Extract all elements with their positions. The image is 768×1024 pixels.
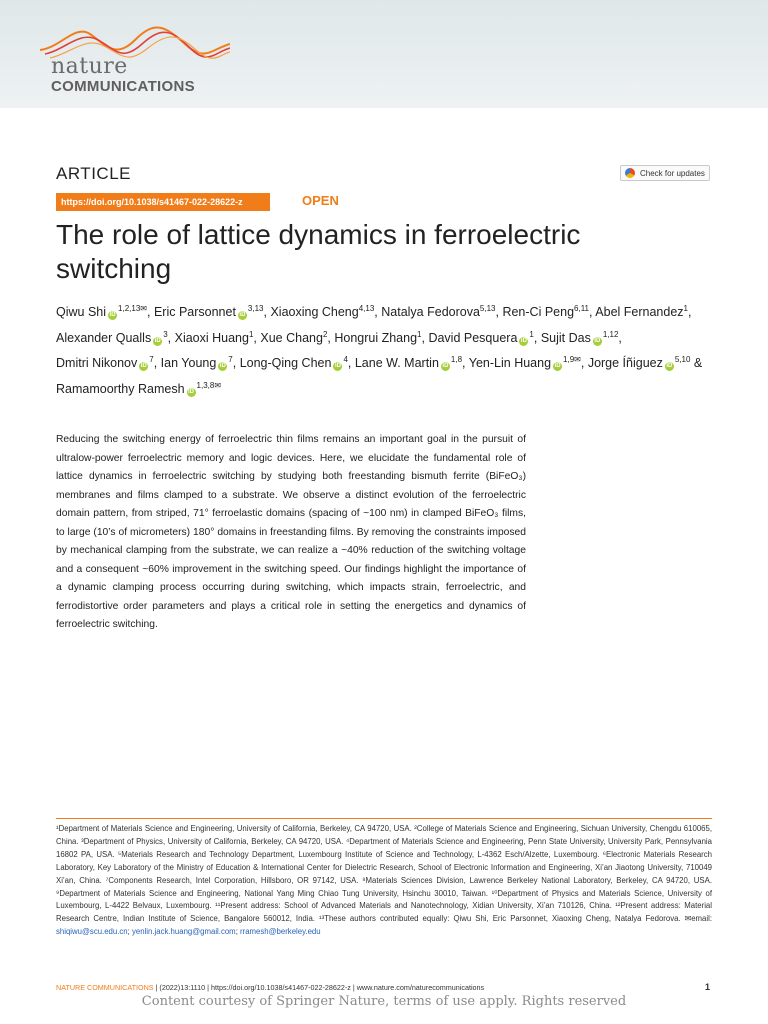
email-icon[interactable]: ✉	[574, 355, 581, 365]
author-affiliation: 5,13	[479, 304, 496, 313]
author-12[interactable]	[56, 356, 154, 370]
author-affiliation: 1	[417, 329, 422, 339]
footer-citation: | (2022)13:1110 | https://doi.org/10.1038/s41467-022-28622-z | www.nature.com/naturecommunications	[153, 983, 485, 992]
affiliations-divider	[56, 818, 712, 819]
author-name: Xiaoxi Huang	[174, 330, 249, 345]
journal-logo-nature: nature	[51, 54, 128, 79]
author-affiliation: 7	[149, 355, 154, 365]
author-15[interactable]	[355, 356, 462, 370]
author-name: Natalya Fedorova	[381, 305, 480, 320]
orcid-icon[interactable]: iD	[219, 363, 226, 370]
author-name: Abel Fernandez	[595, 305, 684, 320]
author-affiliation: 1,3,8	[196, 380, 215, 390]
email-link-shi[interactable]: shiqiwu@scu.edu.cn	[56, 927, 128, 937]
author-name: Hongrui Zhang	[334, 330, 418, 345]
orcid-icon[interactable]: iD	[334, 363, 341, 370]
author-affiliation: 3	[163, 329, 168, 339]
author-18[interactable]	[56, 382, 221, 396]
author-4[interactable]	[502, 305, 589, 319]
author-affiliation: 1	[529, 329, 534, 339]
author-name: Lane W. Martin	[354, 356, 439, 371]
email-link-huang[interactable]: yenlin.jack.huang@gmail.com	[131, 927, 236, 937]
open-access-label: OPEN	[302, 193, 339, 208]
orcid-icon[interactable]: iD	[239, 312, 246, 319]
orcid-icon[interactable]: iD	[109, 312, 116, 319]
email-icon[interactable]: ✉	[214, 380, 222, 390]
orcid-icon[interactable]: iD	[154, 337, 161, 344]
author-name: Xue Chang	[260, 330, 323, 345]
author-affiliation: 1,12	[602, 329, 619, 339]
author-name: Ramamoorthy Ramesh	[56, 382, 185, 397]
author-affiliation: 1,9	[563, 355, 575, 365]
author-name: Jorge Íñiguez	[587, 356, 663, 371]
footer-journal-name: NATURE COMMUNICATIONS	[56, 983, 154, 992]
check-for-updates-label: Check for updates	[640, 168, 705, 178]
orcid-icon[interactable]: iD	[188, 389, 195, 396]
author-16[interactable]	[469, 356, 581, 370]
author-9[interactable]	[334, 331, 421, 345]
article-type-label: ARTICLE	[56, 164, 131, 183]
email-icon[interactable]: ✉	[140, 304, 147, 313]
author-affiliation: 1,8	[450, 355, 463, 365]
affiliations: ¹Department of Materials Science and Engineering, University of California, Berkeley, CA 94720, USA. ²College of Materials Science and Engineering, Sichuan University, Chengdu 610065, China. ³Department of Physics, University of California, Berkeley, CA 94720, USA. ⁴Department of Materials Science and Engineering, Penn State University, University Park, Pennsylvania 16802 PA, USA. ⁵Materials Research and Technology Department, Luxembourg Institute of Science and Technology, L-4362 Esch/Alzette, Luxembourg. ⁶Electronic Materials Research Laboratory, Key Laboratory of the Ministry of Education & International Center for Dielectric Research, School of Electronic Information and Engineering, Xi’an Jiaotong University, 710049 Xi’an, China. ⁷Components Research, Intel Corporation, Hillsboro, OR 97142, USA. ⁸Materials Sciences Division, Lawrence Berkeley National Laboratory, Berkeley, CA 94720, USA. ⁹Department of Materials Science and Engineering, National Yang Ming Chiao Tung University, Hsinchu 30010, Taiwan. ¹⁰Department of Physics and Materials Science, University of Luxembourg, L-4422 Belvaux, Luxembourg. ¹¹Present address: School of Advanced Materials and Nanotechnology, Xidian University, Xi’an 710126, China. ¹²Present address: Material Research Centre, Indian Institute of Science, Bangalore 560012, India. ¹³These authors contributed equally: Qiwu Shi, Eric Parsonnet, Xiaoxing Cheng, Natalya Fedorova. ✉email: shiqiwu@scu.edu.cn; yenlin.jack.huang@gmail.com; rramesh@berkeley.edu	[56, 824, 712, 937]
author-7[interactable]	[175, 331, 254, 345]
author-13[interactable]	[161, 356, 233, 370]
author-5[interactable]	[595, 305, 688, 319]
author-2[interactable]	[270, 305, 374, 319]
orcid-icon[interactable]: iD	[140, 363, 147, 370]
author-6[interactable]	[56, 331, 168, 345]
author-list: Qiwu Shi $iD^{1,2,13✉}$, Eric Parsonnet iD$^{3,13}$, Xiaoxing Cheng$^{4,13}$, Natalya Fedorova$^{5,13}$, Ren-Ci Peng$^{6,11}$, Abel Fernandez$^1$, Alexander Qualls $iD^3$, Xiaoxi Huang$^1$, Xue Chang$^2$, Hongrui Zhang$^1$, David Pesquera $iD^1$, Sujit Das iD$^{1,12}$, Dmitri Nikonov $iD^7$, Ian Young $iD^7$, Long-Qing Chen $iD^4$, Lane W. Martin iD$^{1,8}$, Yen-Lin Huang $iD^{1,9✉}$, Jorge Íñiguez iD$^{5,10}$ & Ramamoorthy Ramesh $iD^{1,3,8✉}$	[56, 304, 703, 397]
author-name: Sujit Das	[540, 330, 591, 345]
author-affiliation: 5,10	[674, 355, 691, 365]
orcid-icon[interactable]: iD	[554, 363, 561, 370]
affiliations-text: ¹Department of Materials Science and Engineering, University of California, Berkeley, CA 94720, USA. ²College of Materials Science and Engineering, Sichuan University, Chengdu 610065, China. ³Department of Physics, University of California, Berkeley, CA 94720, USA. ⁴Department of Materials Science and Engineering, Penn State University, University Park, Pennsylvania 16802 PA, USA. ⁵Materials Research and Technology Department, Luxembourg Institute of Science and Technology, L-4362 Esch/Alzette, Luxembourg. ⁶Electronic Materials Research Laboratory, Key Laboratory of the Ministry of Education & International Center for Dielectric Research, School of Electronic Information and Engineering, Xi’an Jiaotong University, 710049 Xi’an, China. ⁷Components Research, Intel Corporation, Hillsboro, OR 97142, USA. ⁸Materials Sciences Division, Lawrence Berkeley National Laboratory, Berkeley, CA 94720, USA. ⁹Department of Materials Science and Engineering, National Yang Ming Chiao Tung University, Hsinchu 30010, Taiwan. ¹⁰Department of Physics and Materials Science, University of Luxembourg, L-4422 Belvaux, Luxembourg. ¹¹Present address: School of Advanced Materials and Nanotechnology, Xidian University, Xi’an 710126, China. ¹²Present address: Material Research Centre, Indian Institute of Science, Bangalore 560012, India. ¹³These authors contributed equally: Qiwu Shi, Eric Parsonnet, Xiaoxing Cheng, Natalya Fedorova. ✉email:	[56, 824, 712, 924]
article-title: The role of lattice dynamics in ferroelectric switching	[56, 219, 581, 284]
orcid-icon[interactable]: iD	[594, 337, 601, 344]
doi-link[interactable]: https://doi.org/10.1038/s41467-022-28622-z	[56, 193, 270, 211]
email-link-ramesh[interactable]: rramesh@berkeley.edu	[240, 927, 321, 937]
journal-header	[0, 0, 768, 108]
page-number: 1	[705, 982, 711, 992]
orcid-icon[interactable]: iD	[442, 363, 449, 370]
author-11[interactable]	[541, 331, 619, 345]
author-8[interactable]	[260, 331, 327, 345]
author-affiliation: 1,2,13	[118, 304, 141, 313]
author-name: Xiaoxing Cheng	[270, 305, 359, 320]
author-affiliation: 6,11	[574, 304, 590, 313]
author-name: Alexander Qualls	[56, 330, 152, 345]
author-0[interactable]	[56, 305, 147, 319]
journal-logo-communications: COMMUNICATIONS	[51, 78, 195, 95]
check-for-updates-button[interactable]	[620, 165, 710, 181]
author-affiliation: 1	[248, 329, 254, 339]
author-name: Ren-Ci Peng	[502, 305, 575, 320]
abstract: Reducing the switching energy of ferroelectric thin films remains an important goal in the pursuit of ultralow-power ferroelectric memory and logic devices. Here, we elucidate the fundamental role of lattice dynamics in ferroelectric switching by studying both freestanding bismuth ferrite (BiFeO₃) membranes and films clamped to a substrate. We observe a distinct evolution of the ferroelectric domain pattern, from striped, 71° ferroelastic domains (spacing of ~100 nm) in clamped BiFeO₃ films, to large (10’s of micrometers) 180° domains in freestanding films. By removing the constraints imposed by mechanical clamping from the substrate, we can realize a ~40% reduction of the switching voltage and a consequent ~60% improvement in the switching speed. Our findings highlight the importance of a dynamic clamping process occurring during switching, which impacts strain, ferroelectric, and ferrodistortive order parameters and plays a critical role in setting the energetics and dynamics of ferroelectric switching.	[56, 434, 526, 630]
author-name: Ian Young	[160, 356, 217, 371]
page-footer	[56, 983, 556, 992]
author-name: Dmitri Nikonov	[56, 356, 138, 371]
orcid-icon[interactable]: iD	[520, 337, 527, 344]
author-10[interactable]	[428, 331, 533, 345]
author-name: Long-Qing Chen	[239, 356, 332, 371]
author-17[interactable]	[588, 356, 691, 370]
author-affiliation: 4,13	[358, 304, 375, 313]
author-affiliation: 7	[228, 355, 233, 365]
author-affiliation: 2	[322, 329, 328, 339]
author-name: Qiwu Shi	[56, 305, 107, 320]
author-affiliation: 3,13	[247, 304, 264, 313]
author-name: David Pesquera	[428, 330, 518, 345]
author-14[interactable]	[240, 356, 348, 370]
crossmark-icon	[625, 168, 635, 178]
author-3[interactable]	[381, 305, 495, 319]
courtesy-watermark: Content courtesy of Springer Nature, terms of use apply. Rights reserved	[141, 994, 627, 1009]
orcid-icon[interactable]: iD	[666, 363, 673, 370]
author-affiliation: 1	[683, 304, 688, 313]
author-1[interactable]	[154, 305, 264, 319]
author-name: Eric Parsonnet	[153, 305, 236, 320]
author-name: Yen-Lin Huang	[468, 356, 552, 371]
author-affiliation: 4	[343, 355, 348, 365]
